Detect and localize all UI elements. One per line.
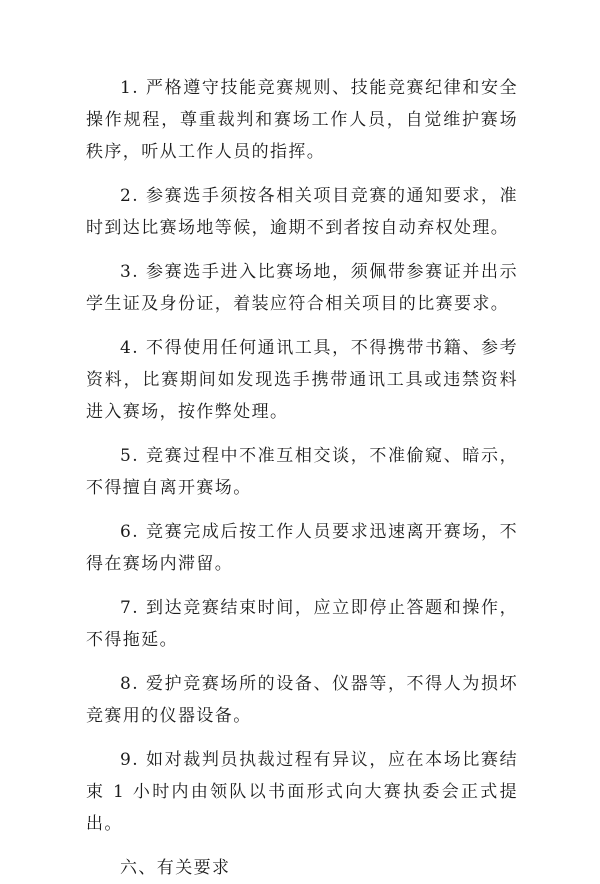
rule-paragraph-7: 7. 到达竞赛结束时间，应立即停止答题和操作，不得拖延。: [86, 598, 518, 650]
section-heading: 六、有关要求: [120, 858, 231, 878]
rule-paragraph-5: 5. 竞赛过程中不准互相交谈，不准偷窥、暗示，不得擅自离开赛场。: [86, 446, 518, 498]
rule-paragraph-4: 4. 不得使用任何通讯工具，不得携带书籍、参考资料，比赛期间如发现选手携带通讯工具或违禁资料进入赛场，按作弊处理。: [86, 338, 518, 422]
rule-paragraph-8: 8. 爱护竞赛场所的设备、仪器等，不得人为损坏竞赛用的仪器设备。: [86, 674, 518, 726]
rule-paragraph-6: 6. 竞赛完成后按工作人员要求迅速离开赛场，不得在赛场内滞留。: [86, 522, 518, 574]
rule-paragraph-3: 3. 参赛选手进入比赛场地，须佩带参赛证并出示学生证及身份证，着装应符合相关项目的比赛要求。: [86, 262, 518, 314]
rule-paragraph-2: 2. 参赛选手须按各相关项目竞赛的通知要求，准时到达比赛场地等候，逾期不到者按自动弃权处理。: [86, 186, 518, 238]
rule-paragraph-9: 9. 如对裁判员执裁过程有异议，应在本场比赛结束 1 小时内由领队以书面形式向大赛执委会正式提出。: [86, 750, 518, 834]
rule-paragraph-1: 1. 严格遵守技能竞赛规则、技能竞赛纪律和安全操作规程，尊重裁判和赛场工作人员，自觉维护赛场秩序，听从工作人员的指挥。: [86, 78, 518, 162]
document-body: [86, 72, 518, 884]
